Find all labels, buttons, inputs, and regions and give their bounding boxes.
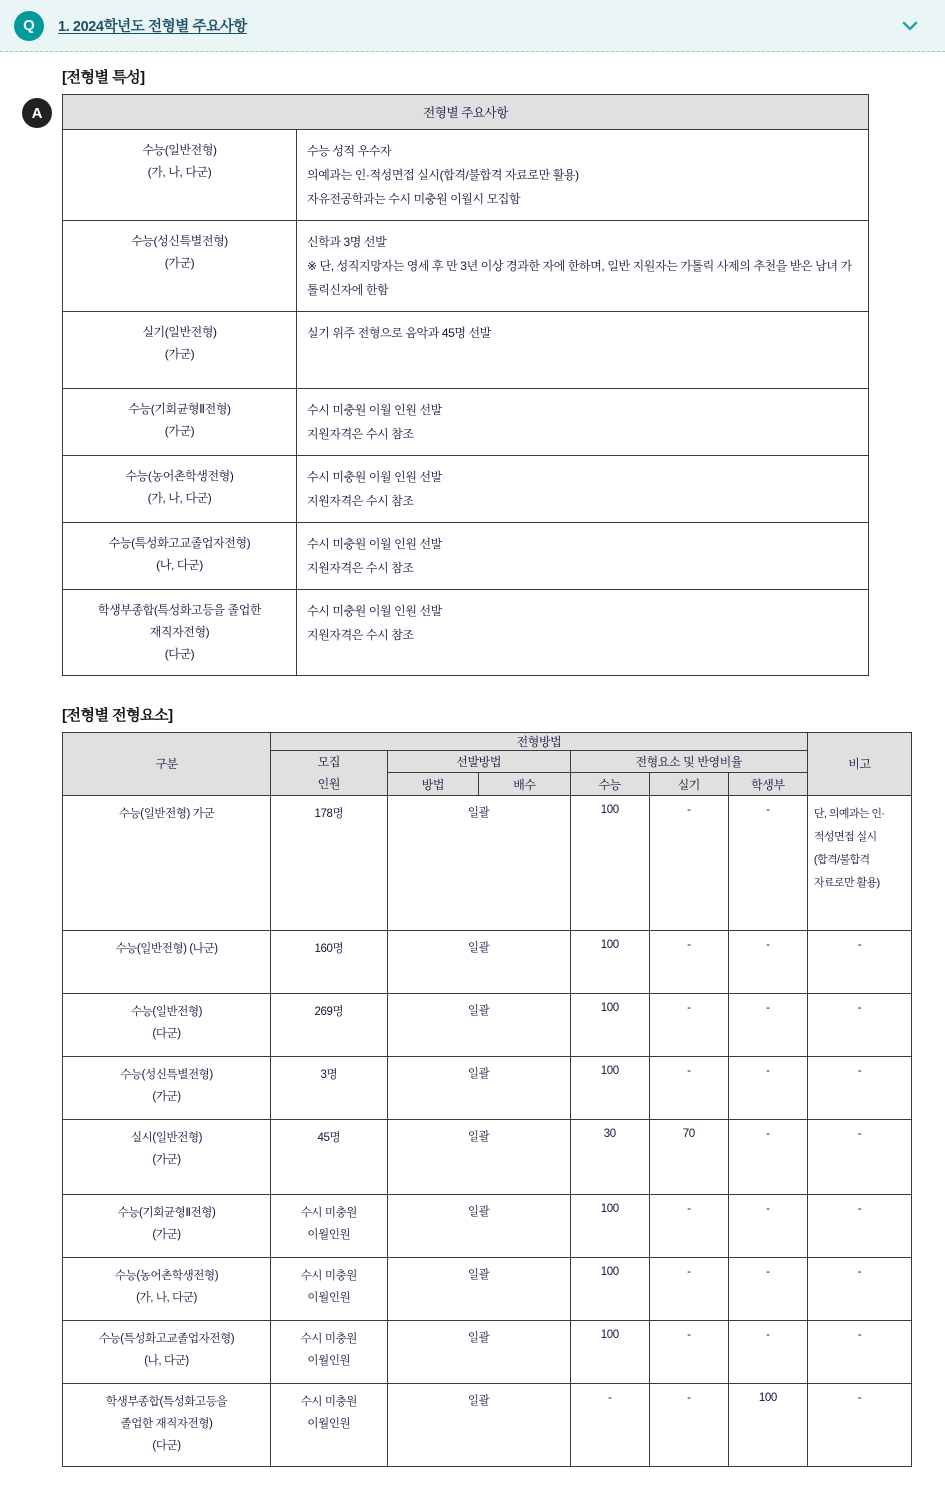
feature-desc-cell (297, 221, 869, 312)
feature-name-cell (63, 312, 297, 389)
table-row (63, 1056, 912, 1119)
table-row (63, 930, 912, 993)
row-method-cell: 일괄 (387, 1320, 570, 1383)
feature-desc-cell (297, 523, 869, 590)
row-quota-line: 이월인원 (307, 1291, 351, 1304)
header-select-group: 선발방법 (387, 750, 570, 773)
row-quota-line: 이월인원 (307, 1228, 351, 1241)
row-method-cell: 일괄 (387, 1194, 570, 1257)
row-remark-line: 자료로만 활용) (813, 877, 880, 890)
feature-name-line: (가, 나, 다군) (147, 165, 212, 180)
row-silgi-cell: - (649, 930, 728, 993)
question-badge: Q (14, 11, 44, 41)
row-quota-line: 수시 미충원 (300, 1395, 357, 1408)
row-haksaengbu-cell: - (728, 1257, 807, 1320)
row-gubun-line: 수능(일반전형) 가군 (118, 807, 215, 820)
header-haksaengbu: 학생부 (728, 773, 807, 796)
row-gubun-line: 수능(농어촌학생전형) (114, 1269, 219, 1282)
row-remark-cell: - (807, 1119, 911, 1194)
row-remark-cell: - (807, 1056, 911, 1119)
feature-desc-cell (297, 456, 869, 523)
row-gubun-cell (63, 1056, 271, 1119)
row-silgi-cell: 70 (649, 1119, 728, 1194)
row-suneung-cell: 100 (570, 930, 649, 993)
admission-elements-table (62, 732, 912, 1467)
row-haksaengbu-cell: - (728, 930, 807, 993)
feature-desc-line: 지원자격은 수시 참조 (307, 427, 414, 441)
feature-name-line: (가, 나, 다군) (147, 491, 212, 506)
row-gubun-cell (63, 993, 271, 1056)
header-silgi: 실기 (649, 773, 728, 796)
row-suneung-cell: 100 (570, 1257, 649, 1320)
faq-question-header[interactable] (0, 0, 945, 52)
feature-name-line: (나, 다군) (156, 558, 203, 573)
row-gubun-cell (63, 795, 271, 930)
row-quota-cell (271, 1320, 388, 1383)
row-suneung-cell: 100 (570, 1056, 649, 1119)
elements-table-body (63, 795, 912, 1466)
feature-desc-line: 신학과 3명 선발 (307, 235, 387, 249)
elements-table-head (63, 732, 912, 795)
row-quota-cell (271, 930, 388, 993)
row-suneung-cell: - (570, 1383, 649, 1466)
feature-desc-line: 수시 미충원 이월 인원 선발 (307, 537, 442, 551)
row-gubun-line: 수능(기회균형Ⅱ전형) (117, 1206, 216, 1219)
row-haksaengbu-cell: 100 (728, 1383, 807, 1466)
row-method-cell: 일괄 (387, 993, 570, 1056)
row-remark-cell: - (807, 1383, 911, 1466)
feature-desc-line: 수시 미충원 이월 인원 선발 (307, 470, 442, 484)
feature-desc-line: ※ 단, 성직지망자는 영세 후 만 3년 이상 경과한 자에 한하며, 일반 지원자는 가톨릭 사제의 추천을 받은 남녀 가톨릭신자에 한함 (307, 259, 852, 297)
row-quota-cell (271, 1383, 388, 1466)
row-gubun-line: 실시(일반전형) (130, 1131, 203, 1144)
row-remark-cell (807, 795, 911, 930)
feature-name-line: (가군) (164, 424, 195, 439)
row-quota-line: 수시 미충원 (300, 1206, 357, 1219)
header-suneung: 수능 (570, 773, 649, 796)
row-silgi-cell: - (649, 1320, 728, 1383)
row-gubun-line: (가, 나, 다군) (136, 1291, 197, 1304)
feature-desc-cell (297, 389, 869, 456)
row-gubun-line: (가군) (152, 1153, 181, 1166)
row-remark-cell: - (807, 993, 911, 1056)
row-haksaengbu-cell: - (728, 795, 807, 930)
row-gubun-line: 수능(일반전형) (130, 1005, 203, 1018)
feature-name-line: (가군) (164, 347, 195, 362)
row-gubun-cell (63, 1383, 271, 1466)
header-quota (271, 750, 388, 795)
feature-name-line: 수능(기회균형Ⅱ전형) (128, 402, 231, 416)
row-gubun-line: 졸업한 재직자전형) (120, 1417, 213, 1430)
feature-desc-cell (297, 590, 869, 676)
row-gubun-cell (63, 930, 271, 993)
row-quota-cell (271, 1119, 388, 1194)
feature-name-line: (다군) (164, 647, 195, 662)
row-silgi-cell: - (649, 1056, 728, 1119)
row-method-cell: 일괄 (387, 1383, 570, 1466)
row-gubun-line: (나, 다군) (144, 1354, 189, 1367)
feature-desc-line: 지원자격은 수시 참조 (307, 561, 414, 575)
header-element-group: 전형요소 및 반영비율 (570, 750, 807, 773)
row-remark-cell: - (807, 1194, 911, 1257)
feature-name-line: 수능(농어촌학생전형) (125, 469, 234, 483)
table-caption-row (63, 95, 869, 130)
feature-desc-line: 수시 미충원 이월 인원 선발 (307, 604, 442, 618)
row-quota-line: 3명 (320, 1068, 338, 1081)
table-row (63, 1383, 912, 1466)
table-row (63, 456, 869, 523)
row-haksaengbu-cell: - (728, 1320, 807, 1383)
header-quota-line: 모집 (317, 754, 341, 769)
feature-name-line: 수능(성신특별전형) (131, 234, 228, 248)
answer-badge: A (22, 98, 52, 128)
table-row (63, 795, 912, 930)
row-remark-cell: - (807, 1257, 911, 1320)
row-quota-line: 수시 미충원 (300, 1269, 357, 1282)
row-gubun-line: (다군) (152, 1439, 181, 1452)
table-row (63, 130, 869, 221)
row-haksaengbu-cell: - (728, 993, 807, 1056)
feature-name-line: 재직자전형) (149, 625, 210, 640)
row-silgi-cell: - (649, 1383, 728, 1466)
row-quota-cell (271, 1194, 388, 1257)
header-row-1 (63, 732, 912, 750)
table-row (63, 1119, 912, 1194)
section-title-features: [전형별 특성] (62, 69, 145, 86)
feature-name-line: 수능(특성화고교졸업자전형) (108, 536, 251, 550)
faq-question-title[interactable]: 1. 2024학년도 전형별 주요사항 (58, 19, 247, 35)
row-remark-line: (합격/불합격 (813, 854, 870, 867)
row-suneung-cell: 30 (570, 1119, 649, 1194)
feature-desc-line: 지원자격은 수시 참조 (307, 494, 414, 508)
admission-features-table (62, 94, 869, 676)
row-haksaengbu-cell: - (728, 1119, 807, 1194)
row-quota-line: 수시 미충원 (300, 1332, 357, 1345)
row-haksaengbu-cell: - (728, 1194, 807, 1257)
table-row (63, 590, 869, 676)
row-quota-cell (271, 993, 388, 1056)
row-silgi-cell: - (649, 1194, 728, 1257)
table-row (63, 523, 869, 590)
feature-name-line: 수능(일반전형) (142, 143, 217, 157)
row-gubun-line: 수능(성신특별전형) (120, 1068, 213, 1081)
feature-name-cell (63, 221, 297, 312)
row-silgi-cell: - (649, 795, 728, 930)
row-method-cell: 일괄 (387, 930, 570, 993)
feature-desc-cell (297, 130, 869, 221)
feature-desc-line: 지원자격은 수시 참조 (307, 628, 414, 642)
table-row (63, 1194, 912, 1257)
row-quota-line: 이월인원 (307, 1354, 351, 1367)
table-row (63, 312, 869, 389)
row-quota-line: 45명 (317, 1131, 341, 1144)
table-row (63, 1320, 912, 1383)
feature-desc-line: 수능 성적 우수자 (307, 144, 392, 158)
feature-desc-cell (297, 312, 869, 389)
row-quota-line: 이월인원 (307, 1417, 351, 1430)
feature-desc-line: 수시 미충원 이월 인원 선발 (307, 403, 442, 417)
feature-name-cell (63, 130, 297, 221)
row-gubun-cell (63, 1320, 271, 1383)
row-quota-cell (271, 1257, 388, 1320)
table-row (63, 1257, 912, 1320)
feature-name-cell (63, 456, 297, 523)
features-table-body (63, 130, 869, 676)
header-remark: 비고 (807, 732, 911, 795)
row-gubun-line: 학생부종합(특성화고등을 (105, 1395, 228, 1408)
row-quota-line: 160명 (314, 942, 344, 955)
header-method-group: 전형방법 (271, 732, 808, 750)
row-quota-line: 269명 (314, 1005, 344, 1018)
faq-answer-body (0, 52, 945, 1487)
row-remark-cell: - (807, 1320, 911, 1383)
row-silgi-cell: - (649, 993, 728, 1056)
feature-desc-line: 실기 위주 전형으로 음악과 45명 선발 (307, 326, 491, 340)
table-row (63, 221, 869, 312)
row-gubun-line: (가군) (152, 1090, 181, 1103)
row-haksaengbu-cell: - (728, 1056, 807, 1119)
header-multiple: 배수 (479, 773, 571, 796)
row-method-cell: 일괄 (387, 1056, 570, 1119)
header-method: 방법 (387, 773, 479, 796)
feature-desc-line: 자유전공학과는 수시 미충원 이월시 모집함 (307, 192, 521, 206)
row-remark-line: 단, 의예과는 인· (813, 807, 885, 820)
features-table-caption: 전형별 주요사항 (63, 95, 869, 130)
row-quota-cell (271, 795, 388, 930)
row-method-cell: 일괄 (387, 795, 570, 930)
row-gubun-cell (63, 1194, 271, 1257)
row-suneung-cell: 100 (570, 993, 649, 1056)
feature-name-line: 실기(일반전형) (142, 325, 217, 339)
header-gubun: 구분 (63, 732, 271, 795)
row-method-cell: 일괄 (387, 1119, 570, 1194)
feature-name-cell (63, 389, 297, 456)
table-row (63, 389, 869, 456)
table-row (63, 993, 912, 1056)
feature-name-line: (가군) (164, 256, 195, 271)
row-quota-line: 178명 (314, 807, 344, 820)
row-remark-line: 적성면접 실시 (813, 831, 877, 844)
row-gubun-line: (가군) (152, 1228, 181, 1241)
chevron-down-icon[interactable] (897, 13, 923, 39)
feature-name-cell (63, 523, 297, 590)
row-gubun-line: 수능(특성화고교졸업자전형) (98, 1332, 235, 1345)
feature-desc-line: 의예과는 인·적성면접 실시(합격/불합격 자료로만 활용) (307, 168, 579, 182)
row-silgi-cell: - (649, 1257, 728, 1320)
row-gubun-cell (63, 1257, 271, 1320)
row-remark-cell: - (807, 930, 911, 993)
row-suneung-cell: 100 (570, 1320, 649, 1383)
section-title-elements: [전형별 전형요소] (62, 706, 173, 724)
feature-name-cell (63, 590, 297, 676)
row-gubun-line: (다군) (152, 1027, 181, 1040)
row-suneung-cell: 100 (570, 1194, 649, 1257)
row-suneung-cell: 100 (570, 795, 649, 930)
row-method-cell: 일괄 (387, 1257, 570, 1320)
header-quota-line: 인원 (317, 776, 341, 791)
feature-name-line: 학생부종합(특성화고등을 졸업한 (97, 603, 262, 617)
row-quota-cell (271, 1056, 388, 1119)
answer-content (62, 66, 931, 1467)
row-gubun-line: 수능(일반전형) (나군) (115, 942, 218, 955)
row-gubun-cell (63, 1119, 271, 1194)
